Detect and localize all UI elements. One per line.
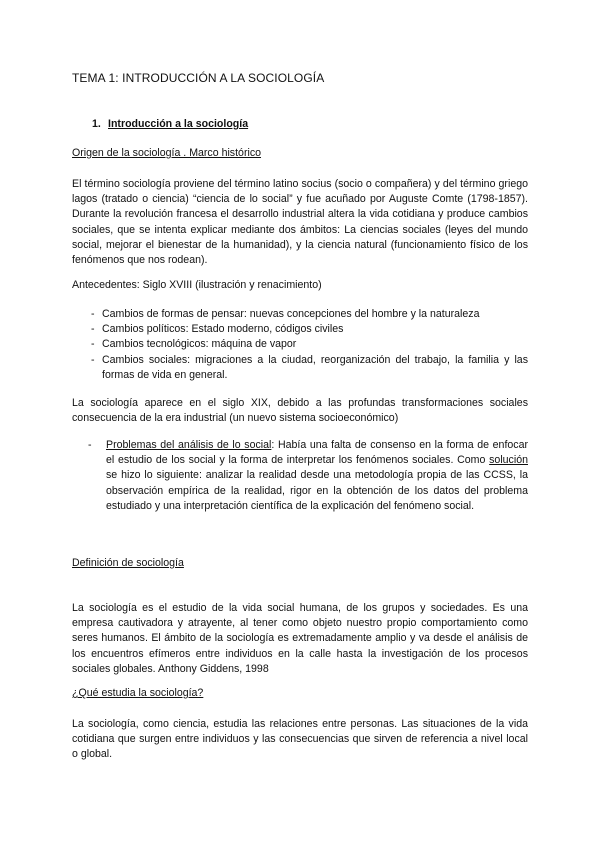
list-item-text: Cambios de formas de pensar: nuevas concepciones del hombre y la naturaleza bbox=[102, 308, 480, 320]
dash-bullet: - bbox=[91, 308, 95, 320]
list-item bbox=[88, 438, 528, 514]
document-title: TEMA 1: INTRODUCCIÓN A LA SOCIOLOGÍA bbox=[72, 71, 325, 85]
problemas-text-2: se hizo lo siguiente: analizar la realidad desde una metodología propia de las CCSS, la observación empírica de la realidad, rigor en la obtención de los datos del problema estudiado y una interpretación científica de la explicación del fenómeno social. bbox=[106, 469, 528, 512]
origen-heading: Origen de la sociología . Marco histórico bbox=[72, 147, 262, 159]
dash-bullet: - bbox=[88, 439, 92, 451]
estudia-paragraph: La sociología, como ciencia, estudia las relaciones entre personas. Las situaciones de la vida cotidiana que surgen entre individuos y las consecuencias que sirven de referencia a nivel local o global. bbox=[72, 718, 528, 761]
definicion-paragraph: La sociología es el estudio de la vida social humana, de los grupos y sociedades. Es una empresa cautivadora y atrayente, al tener como objeto nuestro propio comportamiento como seres humanos. El ámbito de la sociología es extremadamente amplio y va desde el análisis de los encuentros efímeros entre individuos en la calle hasta la investigación de los procesos sociales globales. Anthony Giddens, 1998 bbox=[72, 602, 528, 675]
list-item bbox=[72, 353, 528, 383]
list-item bbox=[72, 322, 528, 337]
origen-paragraph: El término sociología proviene del término latino socius (socio o compañera) y del término griego lagos (tratado o ciencia) “ciencia de lo social” y fue acuñado por Auguste Comte (1798-1857). Durante la revolución francesa el desarrollo industrial altera la vida cotidiana y produce cambios sociales, que se intenta explicar mediante dos ámbitos: La ciencias sociales (leyes del mundo social, mejorar el bienestar de la humanidad), y la ciencia natural (funcionamiento físico de los fenómenos que nos rodean). bbox=[72, 178, 528, 267]
problemas-text-1: : Había una falta de consenso en la forma de enfocar el estudio de los social y la forma de interpretar los fenómenos sociales. Como bbox=[106, 439, 528, 467]
problemas-label: Problemas del análisis de lo social bbox=[106, 439, 272, 451]
list-item bbox=[72, 337, 528, 352]
section-number: 1. bbox=[92, 118, 101, 130]
list-item-text: Cambios políticos: Estado moderno, códigos civiles bbox=[102, 323, 344, 336]
dash-bullet: - bbox=[91, 323, 95, 336]
cambios-list bbox=[72, 307, 528, 383]
estudia-heading: ¿Qué estudia la sociología? bbox=[72, 687, 204, 699]
solucion-label: solución bbox=[489, 454, 528, 467]
dash-bullet: - bbox=[91, 353, 95, 366]
list-item bbox=[72, 307, 528, 322]
antecedentes-line: Antecedentes: Siglo XVIII (ilustración y renacimiento) bbox=[72, 279, 322, 291]
section-heading bbox=[92, 117, 528, 132]
problemas-list bbox=[88, 438, 528, 514]
dash-bullet: - bbox=[91, 338, 95, 351]
definicion-heading: Definición de sociología bbox=[72, 557, 184, 569]
list-item-text: Cambios sociales: migraciones a la ciudad, reorganización del trabajo, la familia y las formas de vida en general. bbox=[102, 353, 528, 381]
list-item-text: Cambios tecnológicos: máquina de vapor bbox=[102, 338, 297, 351]
aparece-paragraph: La sociología aparece en el siglo XIX, debido a las profundas transformaciones sociales consecuencia de la era industrial (un nuevo sistema socioeconómico) bbox=[72, 397, 528, 425]
section-title: Introducción a la sociología bbox=[108, 118, 249, 130]
